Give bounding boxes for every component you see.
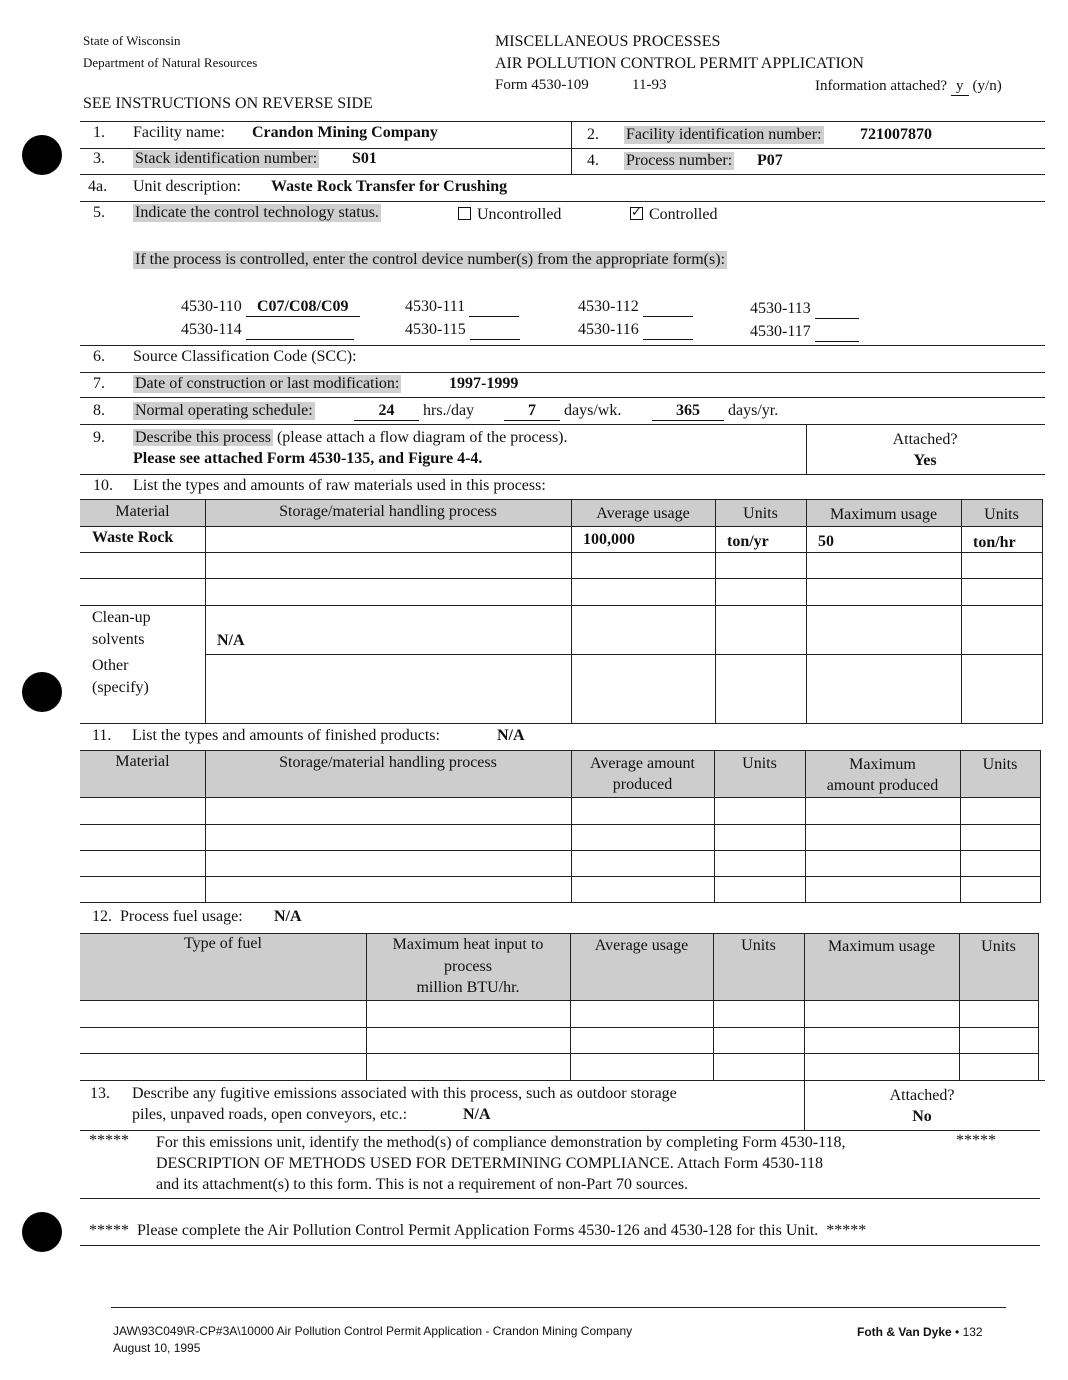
cleanup-label-2: solvents xyxy=(92,631,145,648)
uncontrolled-checkbox[interactable] xyxy=(458,207,471,220)
item-7-num: 7. xyxy=(93,375,105,392)
hours-per-day-value[interactable]: 24 xyxy=(354,402,419,421)
process-description-label: Describe this process xyxy=(135,429,271,446)
form-4530-113-label: 4530-113 xyxy=(750,300,811,317)
process-number-value[interactable]: P07 xyxy=(757,152,783,169)
stack-id-label: Stack identification number: xyxy=(135,150,318,167)
scc-label: Source Classification Code (SCC): xyxy=(133,348,357,365)
facility-name-label: Facility name: xyxy=(133,124,225,141)
raw-materials-label: List the types and amounts of raw materials used in this process: xyxy=(133,477,546,494)
punch-hole-middle xyxy=(22,672,62,712)
raw-row-1-material[interactable]: Waste Rock xyxy=(92,529,174,546)
uncontrolled-label: Uncontrolled xyxy=(477,206,562,223)
fuel-header-heat-2: process xyxy=(444,958,492,975)
form-title-2: AIR POLLUTION CONTROL PERMIT APPLICATION xyxy=(495,55,864,72)
process-description-value[interactable]: Please see attached Form 4530-135, and Figure 4-4. xyxy=(133,450,483,467)
footer-company xyxy=(857,1325,983,1339)
note-1-line-2: DESCRIPTION OF METHODS USED FOR DETERMINING COMPLIANCE. Attach Form 4530-118 xyxy=(156,1155,823,1172)
facility-id-value[interactable]: 721007870 xyxy=(860,126,932,143)
item-5-num: 5. xyxy=(93,204,105,221)
footer-date: August 10, 1995 xyxy=(113,1341,201,1355)
form-4530-110-value[interactable]: C07/C08/C09 xyxy=(246,298,360,317)
other-label-2: (specify) xyxy=(92,679,149,696)
fugitive-emissions-line-1: Describe any fugitive emissions associated with this process, such as outdoor storage xyxy=(132,1085,677,1102)
info-attached-yn: (y/n) xyxy=(972,78,1002,94)
raw-row-1-units-1[interactable]: ton/yr xyxy=(727,533,769,550)
department-label: Department of Natural Resources xyxy=(83,55,258,70)
raw-header-maximum: Maximum usage xyxy=(829,506,938,523)
facility-name-value[interactable]: Crandon Mining Company xyxy=(252,124,438,141)
raw-row-1-average[interactable]: 100,000 xyxy=(583,531,635,548)
process-number-label: Process number: xyxy=(626,152,733,169)
form-4530-111-label: 4530-111 xyxy=(405,298,466,315)
fugitive-emissions-value[interactable]: N/A xyxy=(463,1106,491,1123)
note-1-line-3: and its attachment(s) to this form. This is not a requirement of non-Part 70 sources. xyxy=(156,1176,689,1193)
form-4530-117 xyxy=(750,323,859,342)
form-4530-110 xyxy=(181,298,360,317)
form-4530-117-value[interactable] xyxy=(815,323,859,342)
fuel-usage-value[interactable]: N/A xyxy=(274,908,302,925)
form-4530-114 xyxy=(181,321,354,340)
prod-header-storage: Storage/material handling process xyxy=(279,754,497,771)
controlled-checkbox[interactable] xyxy=(630,207,643,220)
finished-products-label: List the types and amounts of finished products: xyxy=(132,727,440,744)
form-4530-112-label: 4530-112 xyxy=(578,298,639,315)
punch-hole-bottom xyxy=(22,1212,62,1252)
cleanup-label-1: Clean-up xyxy=(92,609,151,626)
process-description-hint: (please attach a flow diagram of the process). xyxy=(276,429,568,446)
form-4530-114-value[interactable] xyxy=(246,321,354,340)
note-1-stars-left: ***** xyxy=(89,1132,129,1149)
info-attached-label: Information attached? xyxy=(815,78,948,94)
item-13-num: 13. xyxy=(90,1085,110,1102)
footer-page-number: 132 xyxy=(962,1325,983,1339)
item-11-num: 11. xyxy=(92,727,112,744)
raw-header-material: Material xyxy=(115,503,170,520)
prod-header-units-2: Units xyxy=(982,756,1018,773)
form-4530-114-label: 4530-114 xyxy=(181,321,242,338)
form-4530-113 xyxy=(750,300,859,319)
item-8-num: 8. xyxy=(93,402,105,419)
item-3-num: 3. xyxy=(93,150,105,167)
form-4530-115-value[interactable] xyxy=(470,321,520,340)
item-13-attached-value[interactable]: No xyxy=(912,1108,932,1125)
instructions-note: SEE INSTRUCTIONS ON REVERSE SIDE xyxy=(83,95,373,112)
unit-description-label: Unit description: xyxy=(133,178,241,195)
form-revision: 11-93 xyxy=(632,77,667,93)
item-4-num: 4. xyxy=(587,152,599,169)
construction-date-value[interactable]: 1997-1999 xyxy=(449,375,519,392)
item-4a-num: 4a. xyxy=(88,178,108,195)
prod-header-material: Material xyxy=(115,753,170,770)
footer-company-name: Foth & Van Dyke xyxy=(857,1325,952,1339)
form-4530-111-value[interactable] xyxy=(469,298,519,317)
fuel-header-average: Average usage xyxy=(594,937,689,954)
finished-products-value[interactable]: N/A xyxy=(497,727,525,744)
form-title-1: MISCELLANEOUS PROCESSES xyxy=(495,33,721,50)
fuel-header-heat-3: million BTU/hr. xyxy=(416,979,520,996)
raw-row-1-units-2[interactable]: ton/hr xyxy=(973,534,1016,551)
prod-header-maximum-1: Maximum xyxy=(849,756,916,773)
form-number: Form 4530-109 xyxy=(495,77,589,93)
punch-hole-top xyxy=(22,135,62,175)
form-4530-117-label: 4530-117 xyxy=(750,323,811,340)
form-4530-115-label: 4530-115 xyxy=(405,321,466,338)
prod-header-average-1: Average amount xyxy=(590,755,695,772)
days-per-week-value[interactable]: 7 xyxy=(504,402,560,421)
fuel-header-maximum: Maximum usage xyxy=(827,938,936,955)
form-4530-115 xyxy=(405,321,520,340)
fuel-header-units-1: Units xyxy=(741,937,776,954)
item-9-attached-label: Attached? xyxy=(892,431,958,448)
fuel-header-type: Type of fuel xyxy=(184,935,262,952)
year-unit: days/yr. xyxy=(728,402,779,419)
control-device-prompt: If the process is controlled, enter the control device number(s) from the appropriate form(s): xyxy=(135,251,726,268)
days-unit: days/wk. xyxy=(564,402,622,419)
facility-id-label: Facility identification number: xyxy=(626,126,822,143)
raw-row-1-maximum[interactable]: 50 xyxy=(818,533,834,550)
form-4530-113-value[interactable] xyxy=(815,300,859,319)
schedule-hours xyxy=(354,402,474,421)
stack-id-value[interactable]: S01 xyxy=(352,150,377,167)
form-4530-116-label: 4530-116 xyxy=(578,321,639,338)
raw-header-units-2: Units xyxy=(984,506,1019,523)
form-4530-111 xyxy=(405,298,519,317)
form-4530-116 xyxy=(578,321,693,340)
form-4530-112 xyxy=(578,298,693,317)
info-attached-value[interactable]: y xyxy=(951,78,969,96)
controlled-option[interactable] xyxy=(630,206,717,224)
form-4530-112-value[interactable] xyxy=(643,298,693,317)
item-10-num: 10. xyxy=(93,477,113,494)
cleanup-value[interactable]: N/A xyxy=(217,632,245,649)
operating-schedule-label: Normal operating schedule: xyxy=(135,402,313,419)
info-attached xyxy=(815,78,1002,96)
uncontrolled-option[interactable] xyxy=(458,206,561,224)
item-9-num: 9. xyxy=(93,429,105,446)
item-6-num: 6. xyxy=(93,348,105,365)
prod-header-units-1: Units xyxy=(742,755,777,772)
raw-header-units-1: Units xyxy=(743,505,778,522)
item-13-attached-label: Attached? xyxy=(889,1087,955,1104)
note-2-stars-left: ***** xyxy=(89,1222,129,1239)
footer-bullet: • xyxy=(955,1325,960,1339)
construction-date-label: Date of construction or last modification: xyxy=(135,375,400,392)
item-12-num: 12. xyxy=(92,908,112,925)
fuel-header-heat-1: Maximum heat input to xyxy=(392,936,544,953)
note-2-text: Please complete the Air Pollution Control Permit Application Forms 4530-126 and 4530-128 for this Unit. xyxy=(137,1222,819,1239)
state-label: State of Wisconsin xyxy=(83,33,181,48)
note-2-stars-right: ***** xyxy=(826,1222,867,1239)
control-status-label: Indicate the control technology status. xyxy=(135,204,379,221)
form-4530-110-label: 4530-110 xyxy=(181,298,242,315)
other-label-1: Other xyxy=(92,657,129,674)
unit-description-value[interactable]: Waste Rock Transfer for Crushing xyxy=(271,178,508,195)
item-1-num: 1. xyxy=(93,124,105,141)
days-per-year-value[interactable]: 365 xyxy=(652,402,724,421)
controlled-label: Controlled xyxy=(649,206,718,223)
fugitive-emissions-line-2: piles, unpaved roads, open conveyors, etc.: xyxy=(132,1106,408,1123)
fuel-header-units-2: Units xyxy=(981,938,1016,955)
note-2 xyxy=(89,1222,866,1240)
item-2-num: 2. xyxy=(587,126,599,143)
schedule-year xyxy=(652,402,778,421)
form-4530-116-value[interactable] xyxy=(643,321,693,340)
prod-header-average-2: produced xyxy=(612,776,673,793)
process-description-prompt xyxy=(133,429,568,447)
item-9-attached-value[interactable]: Yes xyxy=(913,452,937,469)
note-1-line-1: For this emissions unit, identify the method(s) of compliance demonstration by completing Form 4530-118, xyxy=(156,1134,846,1151)
schedule-days xyxy=(504,402,621,421)
raw-header-average: Average usage xyxy=(596,505,690,522)
raw-header-storage: Storage/material handling process xyxy=(279,503,497,520)
hours-unit: hrs./day xyxy=(423,402,475,419)
fuel-usage-label: Process fuel usage: xyxy=(120,908,243,925)
prod-header-maximum-2: amount produced xyxy=(826,777,939,794)
footer-path: JAW\93C049\R-CP#3A\10000 Air Pollution Control Permit Application - Crandon Mining Company xyxy=(113,1324,633,1338)
note-1-stars-right: ***** xyxy=(956,1132,996,1149)
